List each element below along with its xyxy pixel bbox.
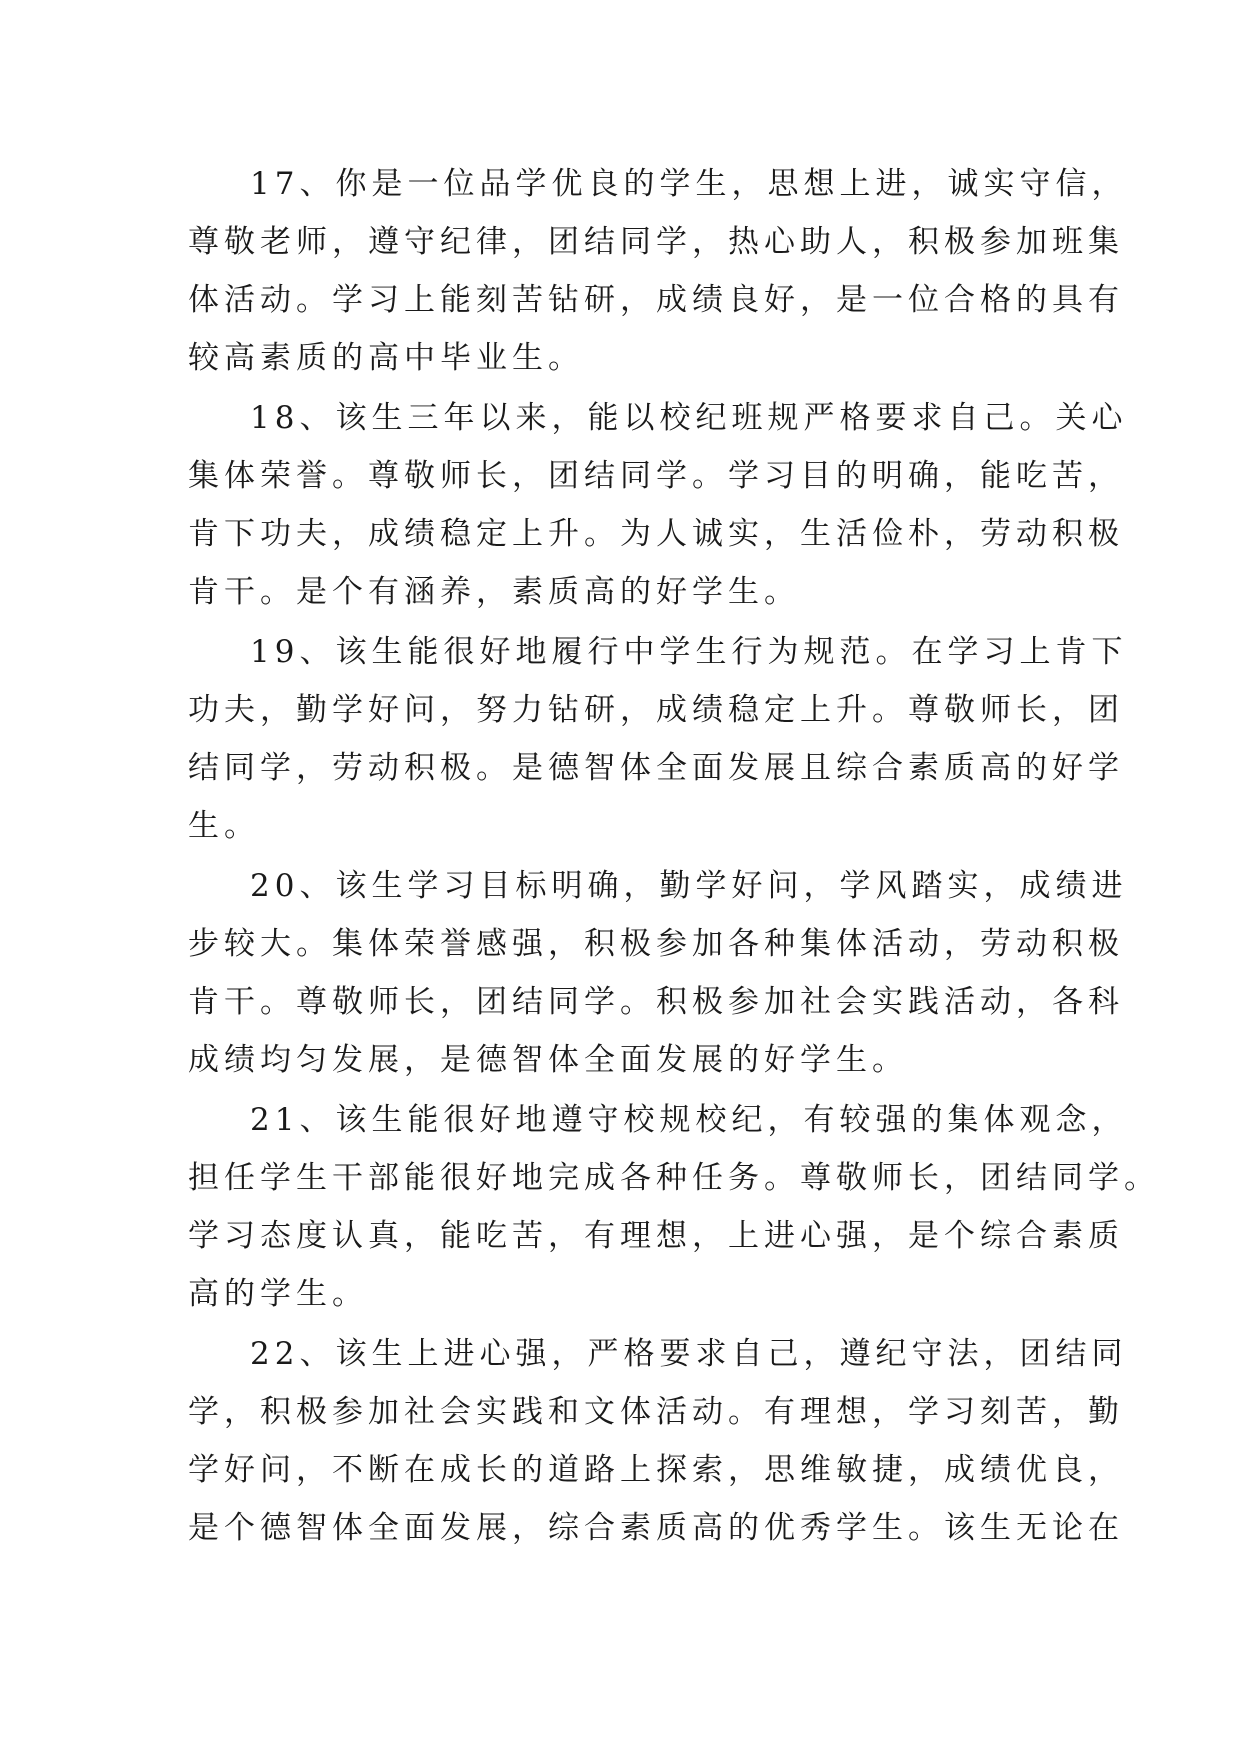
paragraph-line: 尊敬老师，遵守纪律，团结同学，热心助人，积极参加班集	[188, 224, 1124, 260]
paragraph-20	[188, 857, 1128, 1089]
paragraph-line: 学好问，不断在成长的道路上探索，思维敏捷，成绩优良，	[188, 1452, 1124, 1488]
paragraph-line: 是个德智体全面发展，综合素质高的优秀学生。该生无论在	[188, 1510, 1124, 1546]
paragraph-18	[188, 389, 1128, 621]
paragraph-line: 肯干。尊敬师长，团结同学。积极参加社会实践活动，各科	[188, 984, 1124, 1020]
paragraph-line: 学，积极参加社会实践和文体活动。有理想，学习刻苦，勤	[188, 1394, 1124, 1430]
paragraph-line: 体活动。学习上能刻苦钻研，成绩良好，是一位合格的具有	[188, 282, 1124, 318]
paragraph-line: 18、该生三年以来，能以校纪班规严格要求自己。关心	[250, 400, 1128, 436]
paragraph-line: 成绩均匀发展，是德智体全面发展的好学生。	[188, 1042, 908, 1078]
paragraph-line: 较高素质的高中毕业生。	[188, 340, 584, 376]
paragraph-line: 集体荣誉。尊敬师长，团结同学。学习目的明确，能吃苦，	[188, 458, 1124, 494]
paragraph-22	[188, 1325, 1128, 1557]
paragraph-line: 担任学生干部能很好地完成各种任务。尊敬师长，团结同学。	[188, 1160, 1160, 1196]
paragraph-line: 22、该生上进心强，严格要求自己，遵纪守法，团结同	[250, 1336, 1128, 1372]
paragraph-17	[188, 155, 1128, 387]
paragraph-line: 20、该生学习目标明确，勤学好问，学风踏实，成绩进	[250, 868, 1128, 904]
paragraph-line: 生。	[188, 808, 260, 844]
paragraph-line: 17、你是一位品学优良的学生，思想上进，诚实守信，	[250, 166, 1128, 202]
paragraph-19	[188, 623, 1128, 855]
paragraph-line: 学习态度认真，能吃苦，有理想，上进心强，是个综合素质	[188, 1218, 1124, 1254]
paragraph-line: 功夫，勤学好问，努力钻研，成绩稳定上升。尊敬师长，团	[188, 692, 1124, 728]
paragraph-line: 高的学生。	[188, 1276, 368, 1312]
paragraph-line: 21、该生能很好地遵守校规校纪，有较强的集体观念，	[250, 1102, 1128, 1138]
document-body	[188, 155, 1160, 1559]
paragraph-line: 结同学，劳动积极。是德智体全面发展且综合素质高的好学	[188, 750, 1124, 786]
paragraph-line: 肯干。是个有涵养，素质高的好学生。	[188, 574, 800, 610]
paragraph-21	[188, 1091, 1160, 1323]
paragraph-line: 步较大。集体荣誉感强，积极参加各种集体活动，劳动积极	[188, 926, 1124, 962]
paragraph-line: 19、该生能很好地履行中学生行为规范。在学习上肯下	[250, 634, 1128, 670]
paragraph-line: 肯下功夫，成绩稳定上升。为人诚实，生活俭朴，劳动积极	[188, 516, 1124, 552]
